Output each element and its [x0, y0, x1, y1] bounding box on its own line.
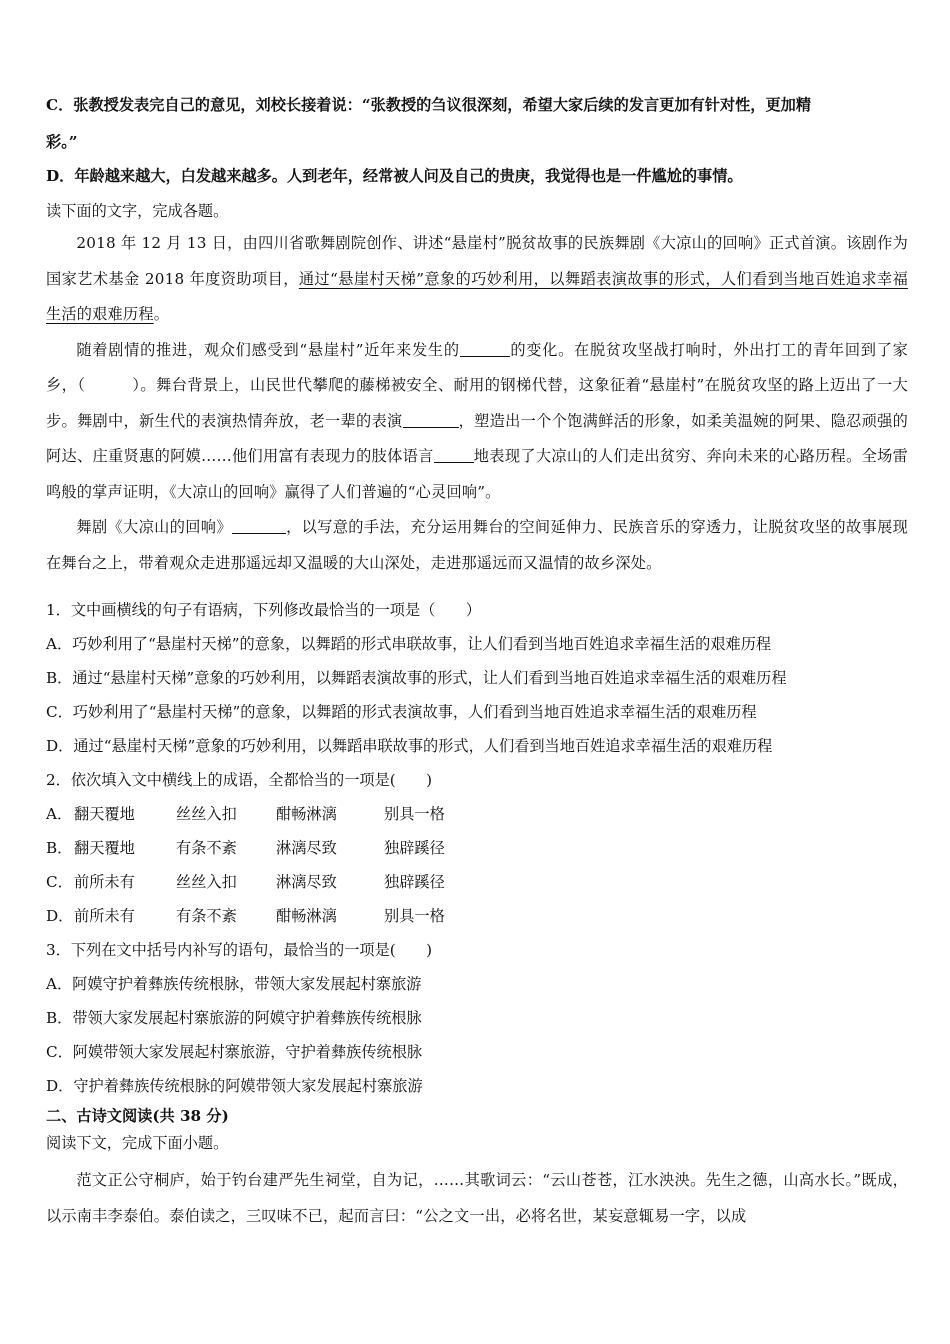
prev-option-c-line1: C．张教授发表完自己的意见，刘校长接着说：“张教授的刍议很深刻，希望大家后续的发言更加有针对性，更加精 — [46, 96, 812, 114]
idiom: 前所未有 — [74, 907, 135, 925]
question-3-option-b[interactable]: B．带领大家发展起村寨旅游的阿嫫守护着彝族传统根脉 — [46, 1009, 422, 1027]
section-2-intro: 阅读下文，完成下面小题。 — [46, 1134, 229, 1152]
p2-text-a: 随着剧情的推进，观众们感受到“悬崖村”近年来发生的 — [76, 340, 460, 359]
idiom: 有条不紊 — [176, 907, 237, 925]
idiom: 有条不紊 — [176, 839, 237, 857]
idiom: 丝丝入扣 — [176, 805, 237, 823]
option-label: B． — [46, 839, 73, 857]
passage-paragraph-1 — [46, 226, 908, 333]
question-2 — [46, 763, 445, 933]
option-label: A． — [46, 805, 73, 823]
question-2-option-b[interactable] — [46, 831, 445, 865]
question-1-option-c[interactable]: C．巧妙利用了“悬崖村天梯”的意象，以舞蹈的形式表演故事，人们看到当地百姓追求幸福生活的艰难历程 — [46, 703, 757, 721]
idiom: 淋漓尽致 — [276, 839, 337, 857]
p1-end: 。 — [153, 305, 170, 323]
passage-paragraph-2 — [46, 333, 908, 511]
question-3-option-c[interactable]: C．阿嫫带领大家发展起村寨旅游，守护着彝族传统根脉 — [46, 1043, 423, 1061]
blank-2 — [403, 411, 459, 427]
idiom: 别具一格 — [384, 805, 445, 823]
option-label: C． — [46, 873, 73, 891]
idiom: 别具一格 — [384, 907, 445, 925]
p2-text-b: 的变化。在脱贫攻坚战打响时，外出打工的青年回到了家乡，（ ）。舞台背景上，山民世代攀爬的藤梯被安全、耐用的钢梯代替，这象征着“悬崖村”在脱贫攻坚的路上迈出了一大步。舞剧中，新生代的表演热情奔放，老一辈的表演 — [46, 340, 909, 430]
blank-3 — [434, 447, 474, 463]
passage-paragraph-3 — [46, 510, 908, 581]
question-2-option-c[interactable] — [46, 865, 445, 899]
reading-intro: 读下面的文字，完成各题。 — [46, 202, 229, 220]
p2-text-c: ，塑造出一个个饱满鲜活的形象，如柔美温婉的阿果、隐忍顽强的阿达、庄重贤惠的阿嫫……他们用富有表现力的肢体语言 — [46, 411, 908, 465]
idiom: 酣畅淋漓 — [276, 907, 337, 925]
idiom: 前所未有 — [74, 873, 135, 891]
question-1 — [46, 593, 787, 763]
p3-text-a: 舞剧《大凉山的回响》 — [76, 518, 232, 536]
option-label: D． — [46, 907, 74, 925]
idiom: 翻天覆地 — [74, 805, 135, 823]
question-1-option-b[interactable]: B．通过“悬崖村天梯”意象的巧妙利用，以舞蹈表演故事的形式，让人们看到当地百姓追求幸福生活的艰难历程 — [46, 669, 787, 687]
question-2-option-a[interactable] — [46, 797, 445, 831]
question-3 — [46, 933, 432, 1103]
section-2-title: 二、古诗文阅读(共 38 分) — [46, 1107, 229, 1125]
p1-start: 2018 年 12 月 13 日，由四川省歌舞剧院创作、讲述“悬崖村”脱贫故事的民族舞剧《大凉山的回响》正式首演。该剧作为国家艺术基金 2018 年度资助项目， — [46, 234, 908, 288]
p3-text-b: ，以写意的手法，充分运用舞台的空间延伸力、民族音乐的穿透力，让脱贫攻坚的故事展现在舞台之上，带着观众走进那遥远却又温暖的大山深处，走进那遥远而又温情的故乡深处。 — [46, 518, 909, 572]
question-3-option-d[interactable]: D．守护着彝族传统根脉的阿嫫带领大家发展起村寨旅游 — [46, 1077, 423, 1095]
question-1-option-d[interactable]: D．通过“悬崖村天梯”意象的巧妙利用，以舞蹈串联故事的形式，人们看到当地百姓追求幸福生活的艰难历程 — [46, 737, 773, 755]
idiom: 丝丝入扣 — [176, 873, 237, 891]
question-3-option-a[interactable]: A．阿嫫守护着彝族传统根脉，带领大家发展起村寨旅游 — [46, 975, 422, 993]
blank-1 — [460, 340, 510, 356]
idiom: 翻天覆地 — [74, 839, 135, 857]
prev-option-d: D．年龄越来越大，白发越来越多。人到老年，经常被人问及自己的贵庚，我觉得也是一件尴尬的事情。 — [46, 167, 743, 185]
question-1-stem: 1．文中画横线的句子有语病，下列修改最恰当的一项是（ ） — [46, 601, 481, 619]
blank-4 — [232, 518, 286, 534]
question-2-stem: 2．依次填入文中横线上的成语，全都恰当的一项是( ) — [46, 771, 433, 789]
idiom: 独辟蹊径 — [384, 873, 445, 891]
idiom: 酣畅淋漓 — [276, 805, 337, 823]
question-2-option-d[interactable] — [46, 899, 445, 933]
prev-option-c-line2: 彩。” — [46, 133, 78, 151]
reading-passage — [46, 226, 908, 581]
question-3-stem: 3．下列在文中括号内补写的语句，最恰当的一项是( ) — [46, 941, 433, 959]
p2-text-d: 地表现了大凉山的人们走出贫穷、奔向未来的心路历程。全场雷鸣般的掌声证明，《大凉山的回响》赢得了人们普遍的“心灵回响”。 — [46, 447, 908, 501]
underlined-sentence: 通过“悬崖村天梯”意象的巧妙利用，以舞蹈表演故事的形式，人们看到当地百姓追求幸福生活的艰难历程 — [46, 269, 909, 323]
idiom: 独辟蹊径 — [384, 839, 445, 857]
question-1-option-a[interactable]: A．巧妙利用了“悬崖村天梯”的意象，以舞蹈的形式串联故事，让人们看到当地百姓追求幸福生活的艰难历程 — [46, 635, 772, 653]
idiom: 淋漓尽致 — [276, 873, 337, 891]
classical-passage: 范文正公守桐庐，始于钓台建严先生祠堂，自为记，……其歌词云：“云山苍苍，江水泱泱。先生之德，山高水长。”既成，以示南丰李泰伯。泰伯读之，三叹味不已，起而言曰：“公之文一出，必将名世，某妄意辄易一字，以成 — [46, 1171, 908, 1225]
